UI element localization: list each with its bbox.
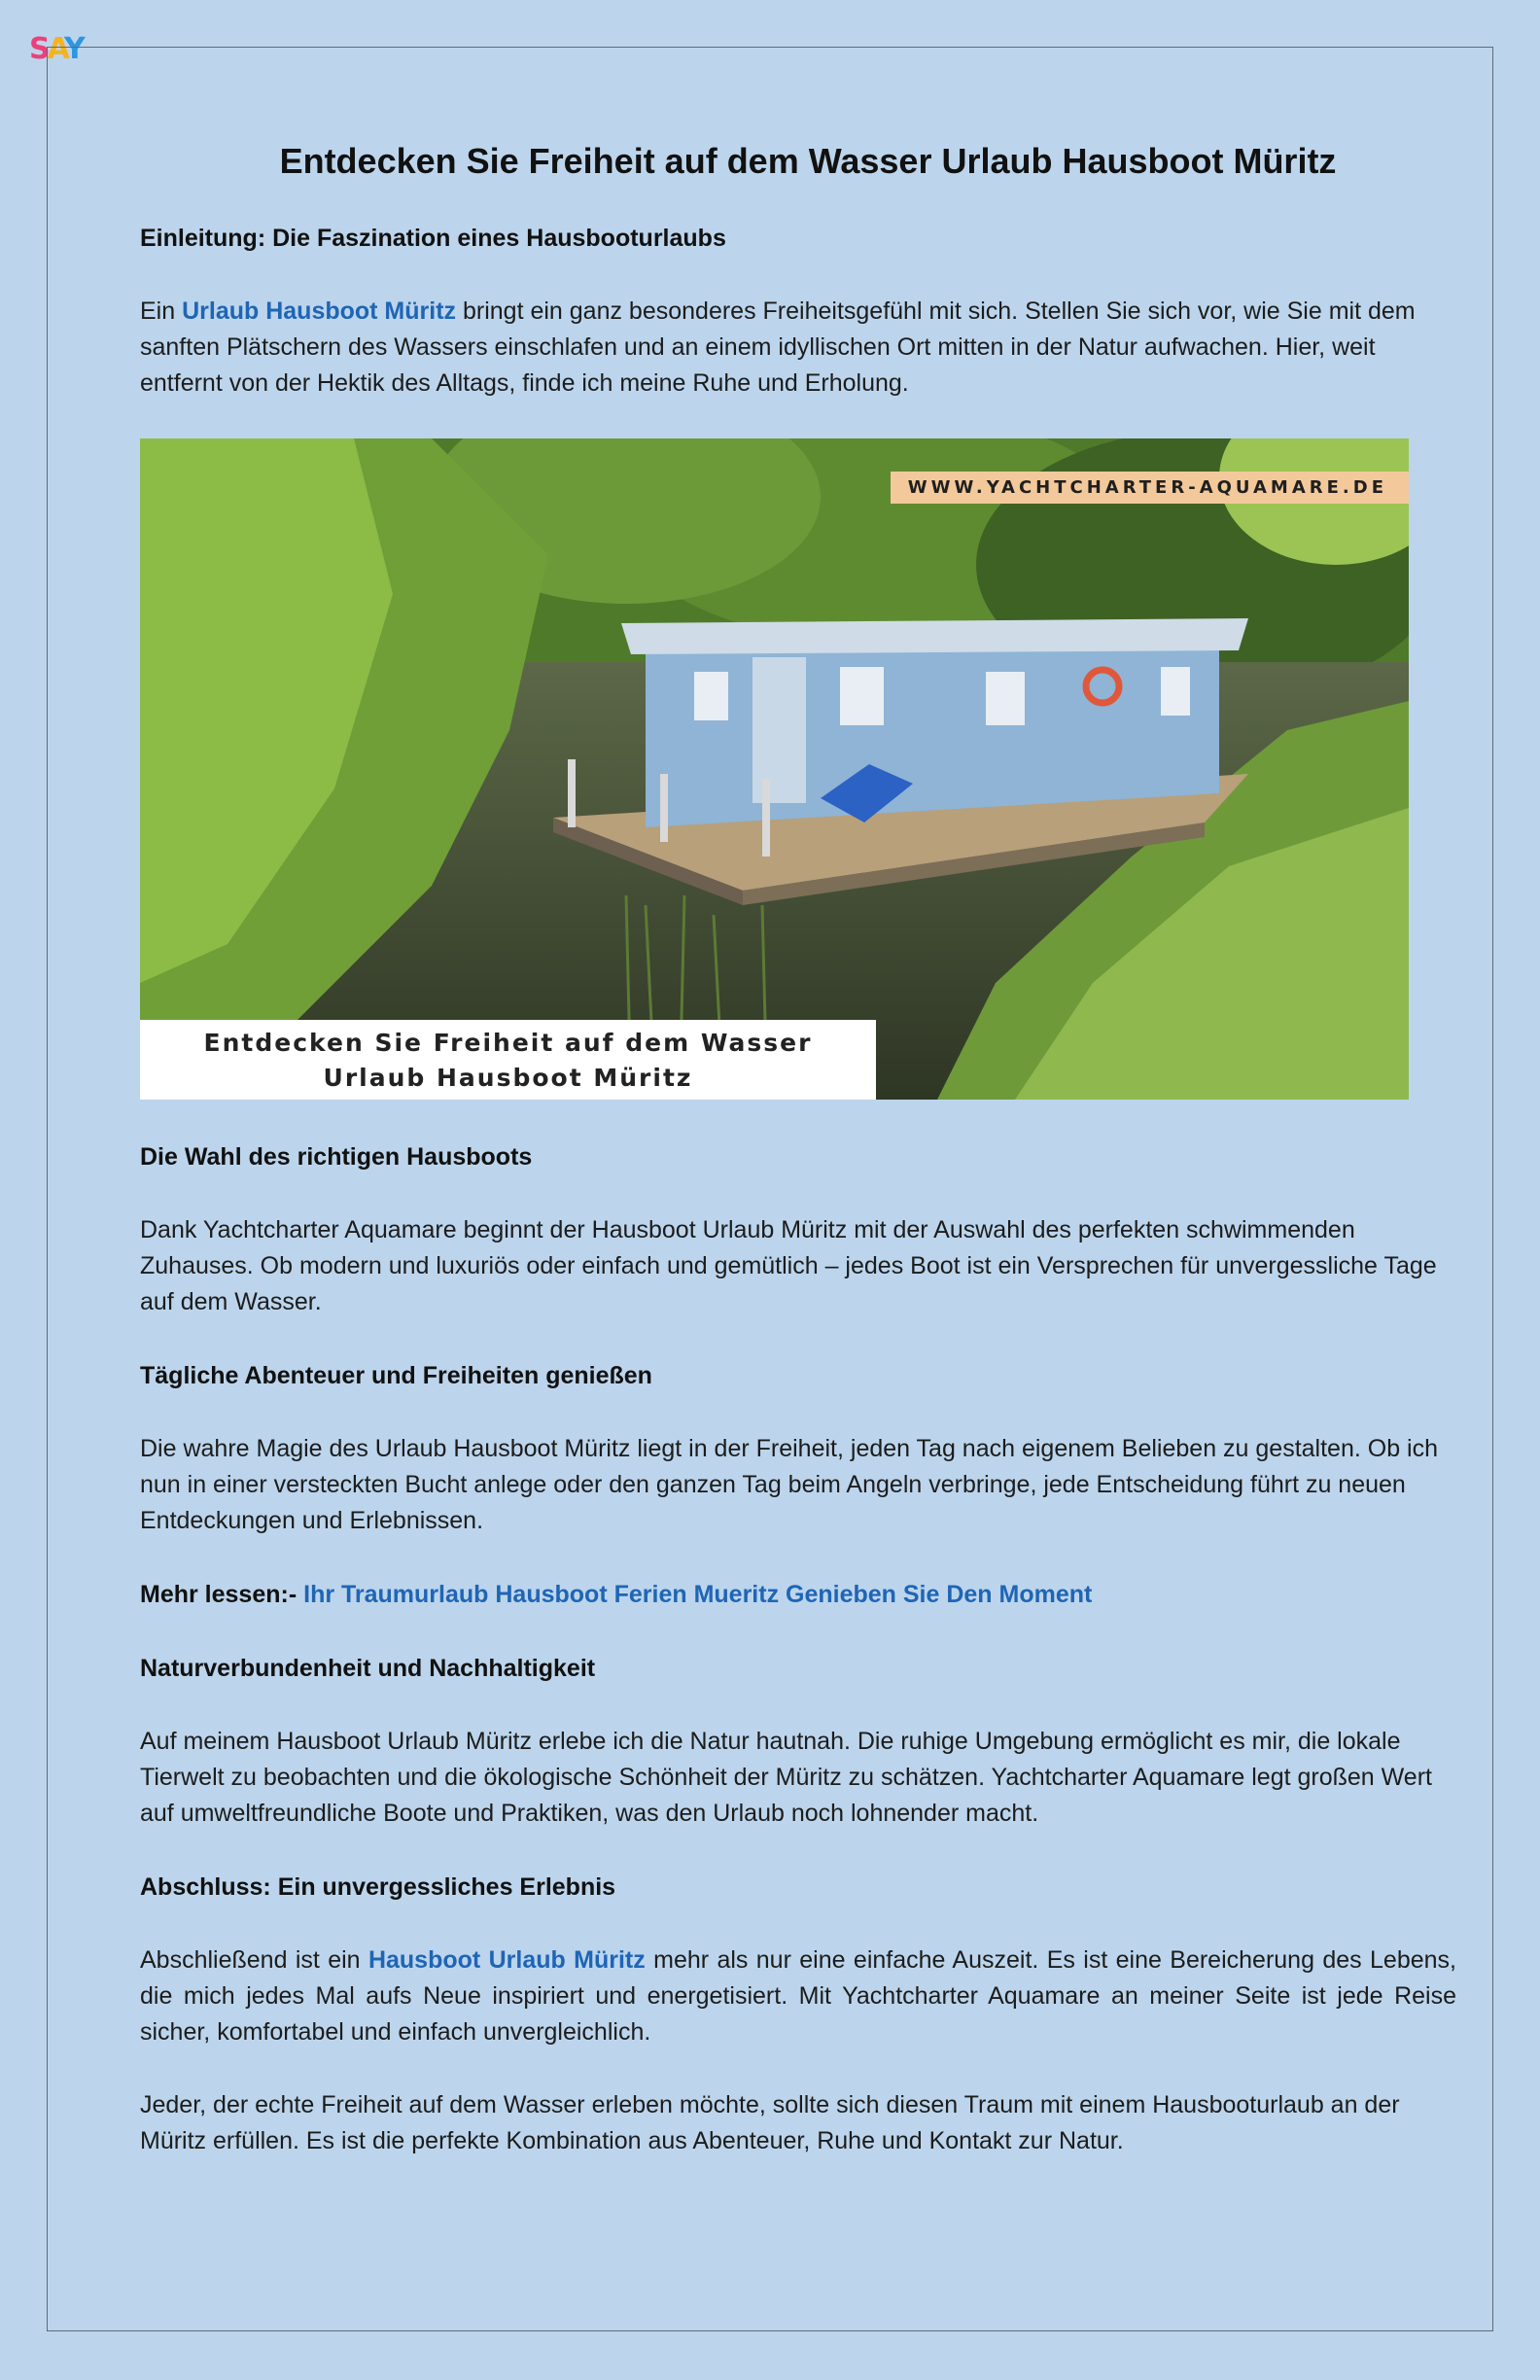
article — [140, 136, 1456, 2159]
section1-paragraph: Dank Yachtcharter Aquamare beginnt der Hausboot Urlaub Müritz mit der Auswahl des perfekten schwimmenden Zuhauses. Ob modern und luxuriös oder einfach und gemütlich – jedes Boot ist ein Versprechen für unvergessliche Tage auf dem Wasser. — [140, 1216, 1437, 1315]
read-more — [140, 1576, 1456, 1613]
section4-link[interactable]: Hausboot Urlaub Müritz — [368, 1946, 646, 1974]
section3-heading: Naturverbundenheit und Nachhaltigkeit — [140, 1655, 596, 1682]
section4-text-post: mehr als nur eine einfache Auszeit. Es ist eine Bereicherung des Lebens, die mich jedes Mal aufs Neue inspiriert und energetisiert. Mit Yachtcharter Aquamare an meiner Seite ist jede Reise sicher, komfortabel und einfach unvergleichlich. — [140, 1946, 1456, 2046]
section4-text-pre: Abschließend ist ein — [140, 1946, 368, 1974]
section2-heading: Tägliche Abenteuer und Freiheiten genießen — [140, 1362, 652, 1389]
read-more-link[interactable]: Ihr Traumurlaub Hausboot Ferien Mueritz Genieben Sie Den Moment — [303, 1581, 1093, 1608]
read-more-label: Mehr lessen:- — [140, 1581, 298, 1608]
intro-heading: Einleitung: Die Faszination eines Hausbooturlaubs — [140, 225, 726, 252]
section2-paragraph: Die wahre Magie des Urlaub Hausboot Müritz liegt in der Freiheit, jeden Tag nach eigenem Belieben zu gestalten. Ob ich nun in einer versteckten Bucht anlege oder den ganzen Tag beim Angeln verbringe, jede Entscheidung führt zu neuen Entdeckungen und Erlebnissen. — [140, 1435, 1439, 1534]
image-caption-line2: Urlaub Hausboot Müritz — [323, 1064, 693, 1092]
page-title: Entdecken Sie Freiheit auf dem Wasser Urlaub Hausboot Müritz — [279, 141, 1337, 181]
closing-paragraph: Jeder, der echte Freiheit auf dem Wasser erleben möchte, sollte sich diesen Traum mit einem Hausbooturlaub an der Müritz erfüllen. Es ist die perfekte Kombination aus Abenteuer, Ruhe und Kontakt zur Natur. — [140, 2091, 1400, 2154]
logo-letter-s: S — [29, 32, 48, 66]
intro-text-post: bringt ein ganz besonderes Freiheitsgefühl mit sich. Stellen Sie sich vor, wie Sie mit dem sanften Plätschern des Wassers einschlafen und an einem idyllischen Ort mitten in der Natur aufwachen. Hier, weit entfernt von der Hektik des Alltags, finde ich meine Ruhe und Erholung. — [140, 298, 1416, 397]
intro-link[interactable]: Urlaub Hausboot Müritz — [182, 298, 457, 325]
section1-heading: Die Wahl des richtigen Hausboots — [140, 1143, 533, 1171]
intro-paragraph — [140, 294, 1456, 402]
image-caption — [140, 1020, 876, 1100]
houseboat-photo — [140, 438, 1409, 1100]
logo-letter-a: A — [47, 32, 64, 66]
section4-paragraph — [140, 1942, 1456, 2050]
image-caption-line1: Entdecken Sie Freiheit auf dem Wasser — [203, 1029, 813, 1057]
section4-heading: Abschluss: Ein unvergessliches Erlebnis — [140, 1873, 616, 1901]
logo-letter-y: Y — [63, 32, 83, 66]
intro-text-pre: Ein — [140, 298, 183, 325]
section3-paragraph: Auf meinem Hausboot Urlaub Müritz erlebe ich die Natur hautnah. Die ruhige Umgebung ermöglicht es mir, die lokale Tierwelt zu beobachten und die ökologische Schönheit der Müritz zu schätzen. Yachtcharter Aquamare legt großen Wert auf umweltfreundliche Boote und Praktiken, was den Urlaub noch lohnender macht. — [140, 1728, 1432, 1827]
houseboat-illustration — [140, 438, 1409, 1100]
url-watermark: WWW.YACHTCHARTER-AQUAMARE.DE — [891, 472, 1409, 504]
